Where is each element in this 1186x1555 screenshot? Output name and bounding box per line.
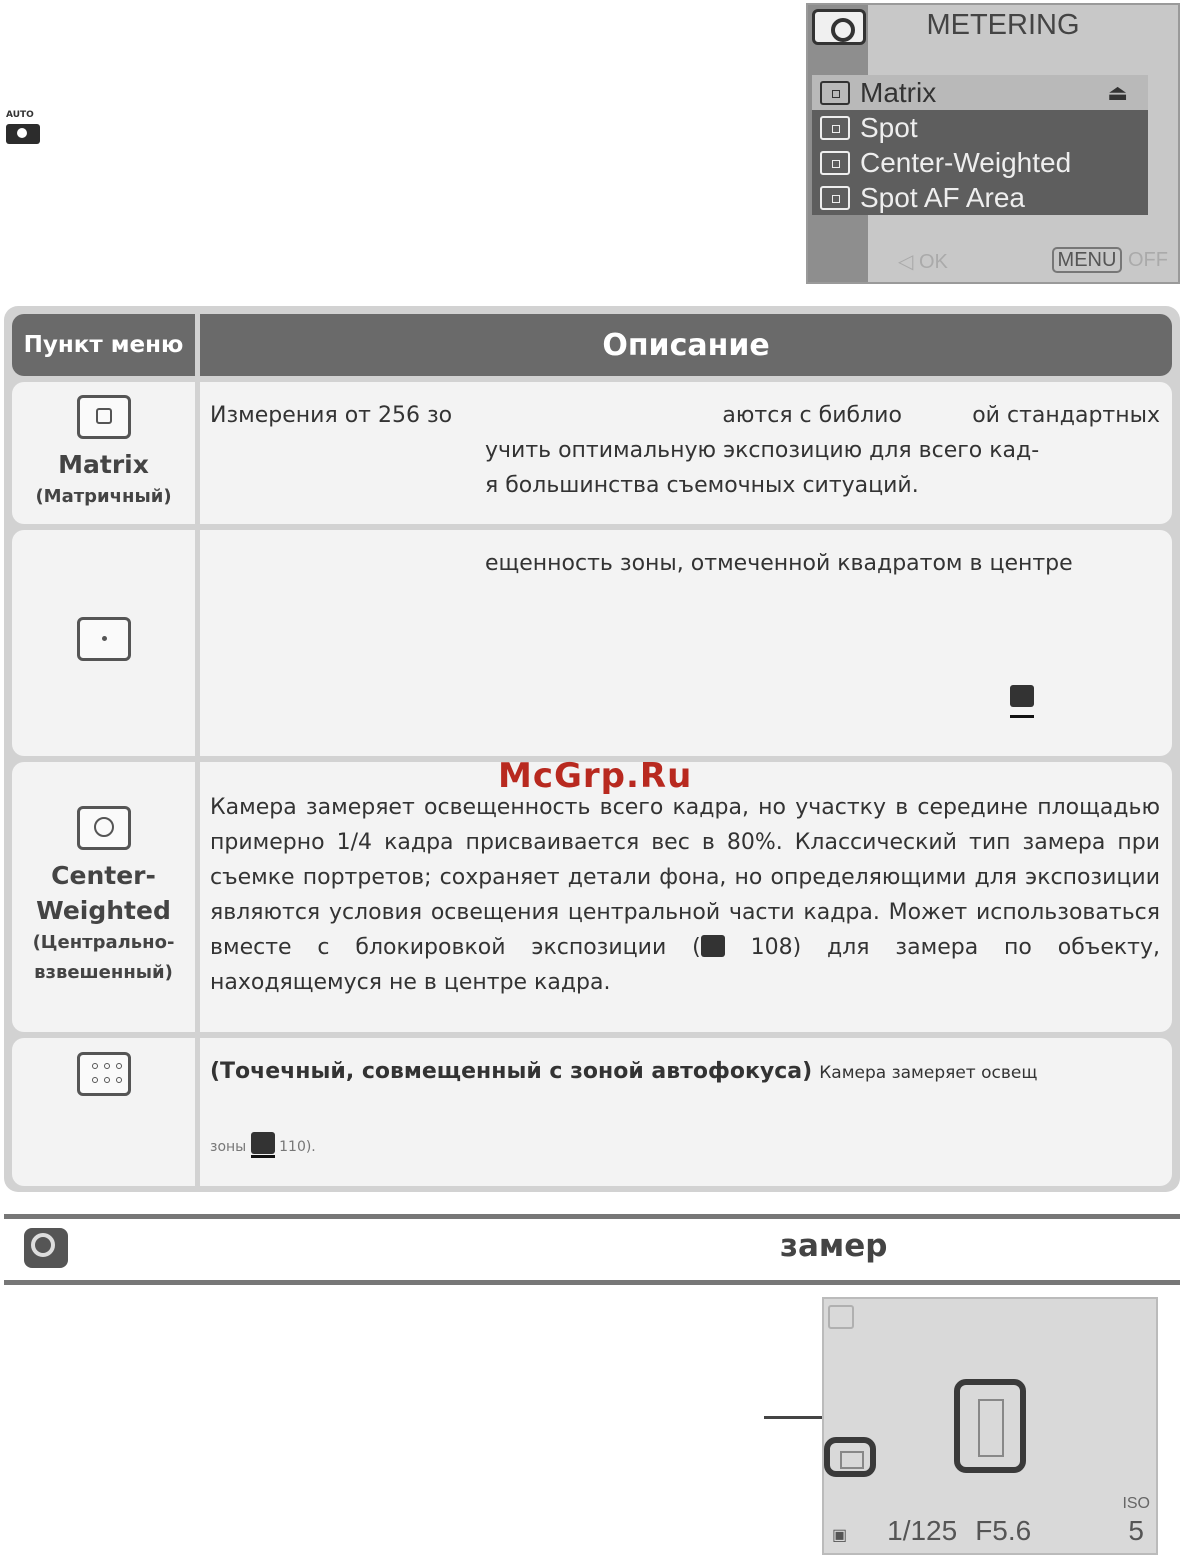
reference-link[interactable] [1010,680,1034,718]
table-row-spot-af-area [12,1038,1172,1186]
spot-metering-area-frame [824,1437,876,1477]
page-reference-icon [251,1132,275,1154]
matrix-metering-icon [820,81,850,105]
ok-hint: ◁ OK [898,251,948,273]
row-description: ещенность зоны, отмеченной квадратом в центре [200,530,1172,756]
header-menu-item: Пункт меню [12,314,200,376]
off-hint: OFF [1128,249,1168,271]
metering-option-matrix[interactable] [812,75,1148,110]
section-divider-bottom [4,1280,1180,1285]
metering-menu-screen [806,3,1180,284]
metering-option-spot[interactable] [812,110,1148,145]
center-weighted-metering-icon [820,151,850,175]
af-area-frame [954,1379,1026,1473]
row-mode-subtitle: (Матричный) [35,485,172,507]
frames-remaining: 5 [1128,1515,1144,1546]
metering-option-center-weighted[interactable] [812,145,1148,180]
section-title: замер [780,1228,888,1264]
center-weighted-metering-icon [77,806,131,850]
spot-af-area-metering-icon [820,186,850,210]
row-mode-name: Center-Weighted [36,861,171,925]
section-divider-top [4,1214,1180,1219]
metering-options-table [4,306,1180,1192]
exposure-info-bar [832,1515,1152,1547]
metering-option-label: Matrix [860,76,937,108]
iso-indicator: ISO [1122,1495,1150,1512]
page-reference-number[interactable]: 108 [750,935,793,960]
menu-key-icon: MENU [1052,247,1123,273]
aperture-value: F5.6 [975,1515,1032,1546]
metering-option-label: Spot AF Area [860,181,1025,213]
row-description: (Точечный, совмещенный с зоной автофокуса) Камера замеряет освещ зоны 110). [200,1038,1172,1186]
row-description: Камера замеряет освещенность всего кадра, но участку в середине площадью примерно 1/4 кадра присваивается вес в 80%. Классический тип замера при съемке портретов; сохраняет детали фона, но определяющими для экспозиции являются условия освещения центральной части кадра. Может использоваться вместе с блокировкой экспозиции ( 108) для замера по объекту, находящемуся не в центре кадра. [210,795,1160,995]
watermark: McGrp.Ru [498,756,693,796]
table-header [12,314,1172,376]
metering-option-label: Center-Weighted [860,146,1072,178]
metering-option-label: Spot [860,111,918,143]
metering-menu-title: METERING [926,9,1080,41]
row-description: Измерения от 256 зо аются с библио ой стандартных учить оптимальную экспозицию для всего кад- я большинства съемочных ситуаций. [210,403,1160,498]
magnifier-icon [24,1228,68,1268]
auto-mode-icon [4,110,42,146]
mode-indicator-icon [828,1305,854,1329]
metering-option-spot-af-area[interactable] [812,180,1148,215]
table-row-center-weighted [12,762,1172,1032]
menu-footer [898,249,1168,274]
row-mode-name: Matrix [58,449,149,479]
row-mode-subtitle: (Центрально-взвешенный) [32,932,175,983]
viewfinder-display [822,1297,1158,1555]
selected-marker-icon: ⏏ [1107,79,1128,105]
matrix-metering-icon [77,395,131,439]
shutter-speed: 1/125 [887,1515,958,1546]
shooting-menu-camera-icon[interactable] [812,9,866,45]
page-reference-icon [701,935,725,957]
spot-metering-icon [77,617,131,661]
header-description: Описание [602,327,770,363]
camera-icon [6,124,40,144]
spot-af-area-metering-icon [77,1052,131,1096]
auto-mode-label: AUTO [6,110,34,120]
metering-options-list [812,75,1148,215]
table-row-matrix [12,382,1172,524]
spot-metering-icon [820,116,850,140]
page-reference-icon [1010,685,1034,707]
table-row-spot [12,530,1172,756]
metering-mode-icon: ▣ [832,1527,848,1544]
reference-link[interactable] [251,1139,275,1158]
